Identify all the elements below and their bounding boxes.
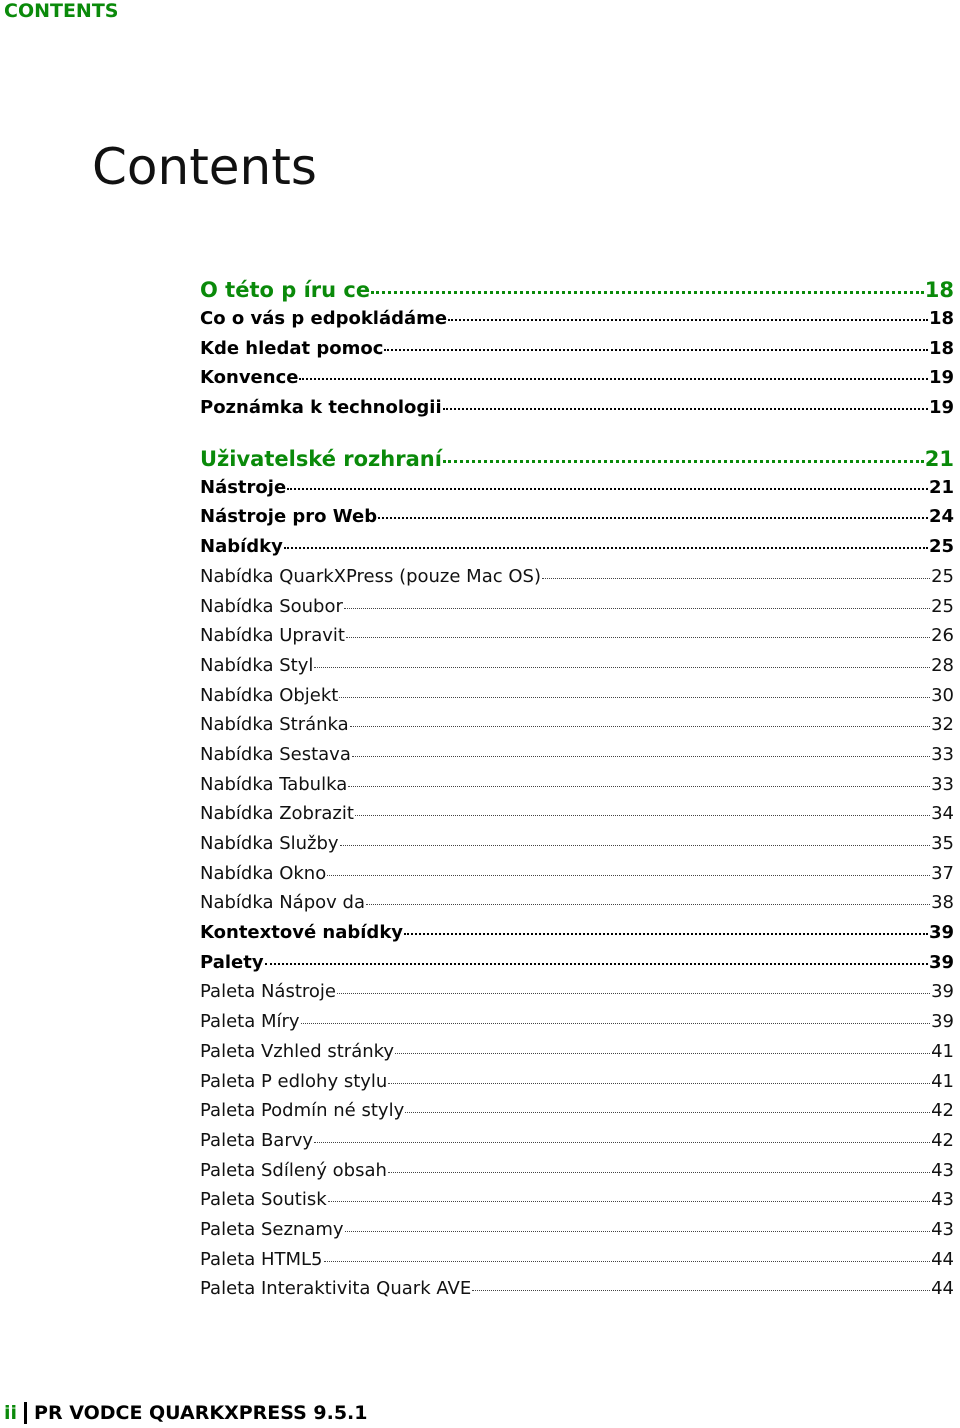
page-footer — [4, 1402, 368, 1424]
toc-entry-page: 21 — [928, 476, 954, 498]
toc-entry-title: Nabídka Stránka — [200, 714, 349, 736]
toc-dot-leader — [378, 517, 928, 519]
toc-dot-leader — [443, 408, 928, 410]
toc-entry-title: Nabídka Okno — [200, 862, 327, 884]
toc-dot-leader — [324, 1261, 931, 1262]
toc-entry-page: 39 — [928, 922, 954, 944]
toc-entry-page: 39 — [928, 951, 954, 973]
footer-book-title: PR VODCE QUARKXPRESS 9.5.1 — [34, 1402, 368, 1424]
toc-entry-sub[interactable] — [200, 655, 954, 685]
toc-dot-leader — [314, 667, 930, 668]
toc-entry-sub[interactable] — [200, 1249, 954, 1279]
toc-entry-title: Paleta Barvy — [200, 1129, 314, 1151]
toc-entry-title: Nabídka Zobrazit — [200, 803, 354, 825]
toc-entry-title: Konvence — [200, 367, 299, 389]
toc-entry-page: 18 — [924, 278, 954, 302]
toc-dot-leader — [371, 291, 924, 294]
toc-dot-leader — [388, 1083, 930, 1084]
toc-entry-title: Paleta P edlohy stylu — [200, 1070, 388, 1092]
toc-dot-leader — [340, 845, 931, 846]
toc-dot-leader — [395, 1053, 930, 1054]
toc-dot-leader — [301, 1023, 931, 1024]
toc-dot-leader — [542, 578, 930, 579]
toc-entry-page: 33 — [931, 743, 954, 765]
toc-entry-sub[interactable] — [200, 1071, 954, 1101]
toc-dot-leader — [346, 637, 930, 638]
toc-entry-page: 30 — [931, 684, 954, 706]
toc-entry-page: 24 — [928, 506, 954, 528]
toc-dot-leader — [388, 1172, 930, 1173]
toc-entry-title: Paleta Podmín né styly — [200, 1100, 405, 1122]
toc-dot-leader — [327, 875, 930, 876]
toc-entry-sub[interactable] — [200, 833, 954, 863]
toc-entry-section[interactable] — [200, 952, 954, 982]
toc-gap — [200, 427, 954, 447]
toc-entry-sub[interactable] — [200, 1189, 954, 1219]
toc-dot-leader — [448, 319, 928, 321]
footer-separator — [24, 1402, 27, 1424]
toc-entry-chapter[interactable] — [200, 278, 954, 308]
toc-entry-page: 19 — [928, 367, 954, 389]
toc-entry-sub[interactable] — [200, 981, 954, 1011]
toc-entry-title: Paleta Seznamy — [200, 1218, 344, 1240]
toc-dot-leader — [344, 608, 930, 609]
toc-dot-leader — [384, 349, 927, 351]
toc-entry-page: 43 — [931, 1218, 954, 1240]
toc-entry-page: 38 — [931, 892, 954, 914]
toc-entry-title: Nabídka Soubor — [200, 595, 343, 617]
toc-entry-sub[interactable] — [200, 625, 954, 655]
toc-entry-title: Paleta Nástroje — [200, 981, 336, 1003]
toc-entry-section[interactable] — [200, 922, 954, 952]
toc-entry-page: 18 — [928, 337, 954, 359]
toc-dot-leader — [350, 726, 930, 727]
toc-dot-leader — [472, 1290, 930, 1291]
toc-entry-title: Paleta Soutisk — [200, 1189, 327, 1211]
toc-entry-title: O této p íru ce — [200, 278, 371, 302]
toc-entry-sub[interactable] — [200, 1219, 954, 1249]
toc-entry-page: 41 — [931, 1070, 954, 1092]
toc-entry-page: 19 — [928, 397, 954, 419]
toc-entry-page: 42 — [931, 1129, 954, 1151]
toc-entry-section[interactable] — [200, 367, 954, 397]
toc-entry-title: Paleta Vzhled stránky — [200, 1040, 395, 1062]
toc-dot-leader — [352, 756, 930, 757]
toc-entry-page: 42 — [931, 1100, 954, 1122]
toc-entry-page: 35 — [931, 833, 954, 854]
toc-entry-sub[interactable] — [200, 863, 954, 893]
toc-entry-title: Nabídka Nápov da — [200, 892, 365, 914]
toc-entry-page: 41 — [931, 1040, 954, 1062]
toc-entry-chapter[interactable] — [200, 447, 954, 477]
toc-entry-title: Nabídka Sestava — [200, 743, 351, 765]
toc-entry-page: 21 — [924, 446, 954, 471]
toc-entry-sub[interactable] — [200, 1100, 954, 1130]
toc-entry-title: Kde hledat pomoc — [200, 337, 384, 359]
toc-entry-page: 37 — [931, 862, 954, 884]
running-header: CONTENTS — [4, 0, 119, 22]
toc-entry-sub[interactable] — [200, 803, 954, 833]
toc-entry-page: 44 — [931, 1248, 954, 1270]
toc-entry-title: Paleta HTML5 — [200, 1248, 323, 1270]
toc-entry-title: Nabídka Upravit — [200, 625, 345, 647]
toc-entry-title: Poznámka k technologii — [200, 397, 442, 419]
toc-entry-title: Nástroje — [200, 476, 287, 498]
toc-entry-sub[interactable] — [200, 1041, 954, 1071]
toc-dot-leader — [284, 547, 928, 549]
toc-dot-leader — [443, 460, 924, 463]
toc-dot-leader — [328, 1201, 930, 1202]
toc-entry-title: Uživatelské rozhraní — [200, 446, 442, 471]
toc-entry-sub[interactable] — [200, 685, 954, 715]
toc-dot-leader — [404, 933, 928, 935]
toc-dot-leader — [405, 1112, 930, 1113]
toc-entry-sub[interactable] — [200, 566, 954, 596]
toc-dot-leader — [265, 963, 928, 965]
toc-entry-sub[interactable] — [200, 1130, 954, 1160]
toc-entry-title: Palety — [200, 951, 264, 973]
toc-entry-title: Paleta Míry — [200, 1011, 300, 1033]
toc-dot-leader — [314, 1142, 930, 1143]
toc-entry-title: Nabídka Tabulka — [200, 773, 348, 795]
toc-entry-section[interactable] — [200, 397, 954, 427]
toc-entry-sub[interactable] — [200, 1278, 954, 1308]
toc-entry-page: 44 — [931, 1278, 954, 1300]
toc-entry-sub[interactable] — [200, 744, 954, 774]
toc-entry-sub[interactable] — [200, 1160, 954, 1190]
toc-entry-page: 33 — [931, 773, 954, 795]
toc-entry-title: Paleta Sdílený obsah — [200, 1159, 387, 1181]
toc-entry-sub[interactable] — [200, 714, 954, 744]
toc-entry-page: 39 — [931, 1011, 954, 1033]
footer-page-number: ii — [4, 1402, 18, 1424]
table-of-contents — [200, 278, 954, 1308]
toc-entry-title: Kontextové nabídky — [200, 922, 404, 944]
toc-entry-page: 26 — [931, 625, 954, 647]
toc-entry-title: Nabídka QuarkXPress (pouze Mac OS) — [200, 565, 541, 587]
toc-entry-title: Co o vás p edpokládáme — [200, 308, 448, 329]
toc-entry-section[interactable] — [200, 506, 954, 536]
toc-entry-page: 25 — [928, 536, 954, 558]
toc-entry-title: Paleta Interaktivita Quark AVE — [200, 1278, 472, 1300]
toc-dot-leader — [337, 993, 930, 994]
toc-entry-section[interactable] — [200, 308, 954, 338]
toc-entry-title: Nástroje pro Web — [200, 506, 378, 528]
toc-entry-title: Nabídka Objekt — [200, 684, 339, 706]
toc-entry-page: 28 — [931, 654, 954, 676]
toc-dot-leader — [339, 697, 930, 698]
toc-entry-page: 43 — [931, 1159, 954, 1181]
toc-entry-page: 32 — [931, 714, 954, 736]
toc-entry-title: Nabídka Styl — [200, 654, 314, 676]
toc-entry-page: 43 — [931, 1189, 954, 1211]
toc-entry-title: Nabídka Služby — [200, 833, 339, 854]
toc-entry-page: 39 — [931, 981, 954, 1003]
toc-dot-leader — [348, 786, 930, 787]
toc-dot-leader — [299, 378, 927, 380]
toc-entry-sub[interactable] — [200, 596, 954, 626]
toc-entry-sub[interactable] — [200, 892, 954, 922]
toc-dot-leader — [366, 904, 930, 905]
toc-entry-title: Nabídky — [200, 536, 283, 558]
toc-entry-sub[interactable] — [200, 1011, 954, 1041]
toc-entry-section[interactable] — [200, 477, 954, 507]
toc-entry-page: 18 — [928, 308, 954, 329]
toc-dot-leader — [355, 815, 930, 816]
toc-entry-page: 25 — [931, 565, 954, 587]
toc-entry-page: 34 — [931, 803, 954, 825]
toc-dot-leader — [287, 488, 928, 490]
toc-entry-section[interactable] — [200, 536, 954, 566]
toc-dot-leader — [345, 1231, 931, 1232]
page-title: Contents — [92, 138, 317, 196]
toc-entry-section[interactable] — [200, 338, 954, 368]
toc-entry-sub[interactable] — [200, 774, 954, 804]
toc-entry-page: 25 — [931, 595, 954, 617]
